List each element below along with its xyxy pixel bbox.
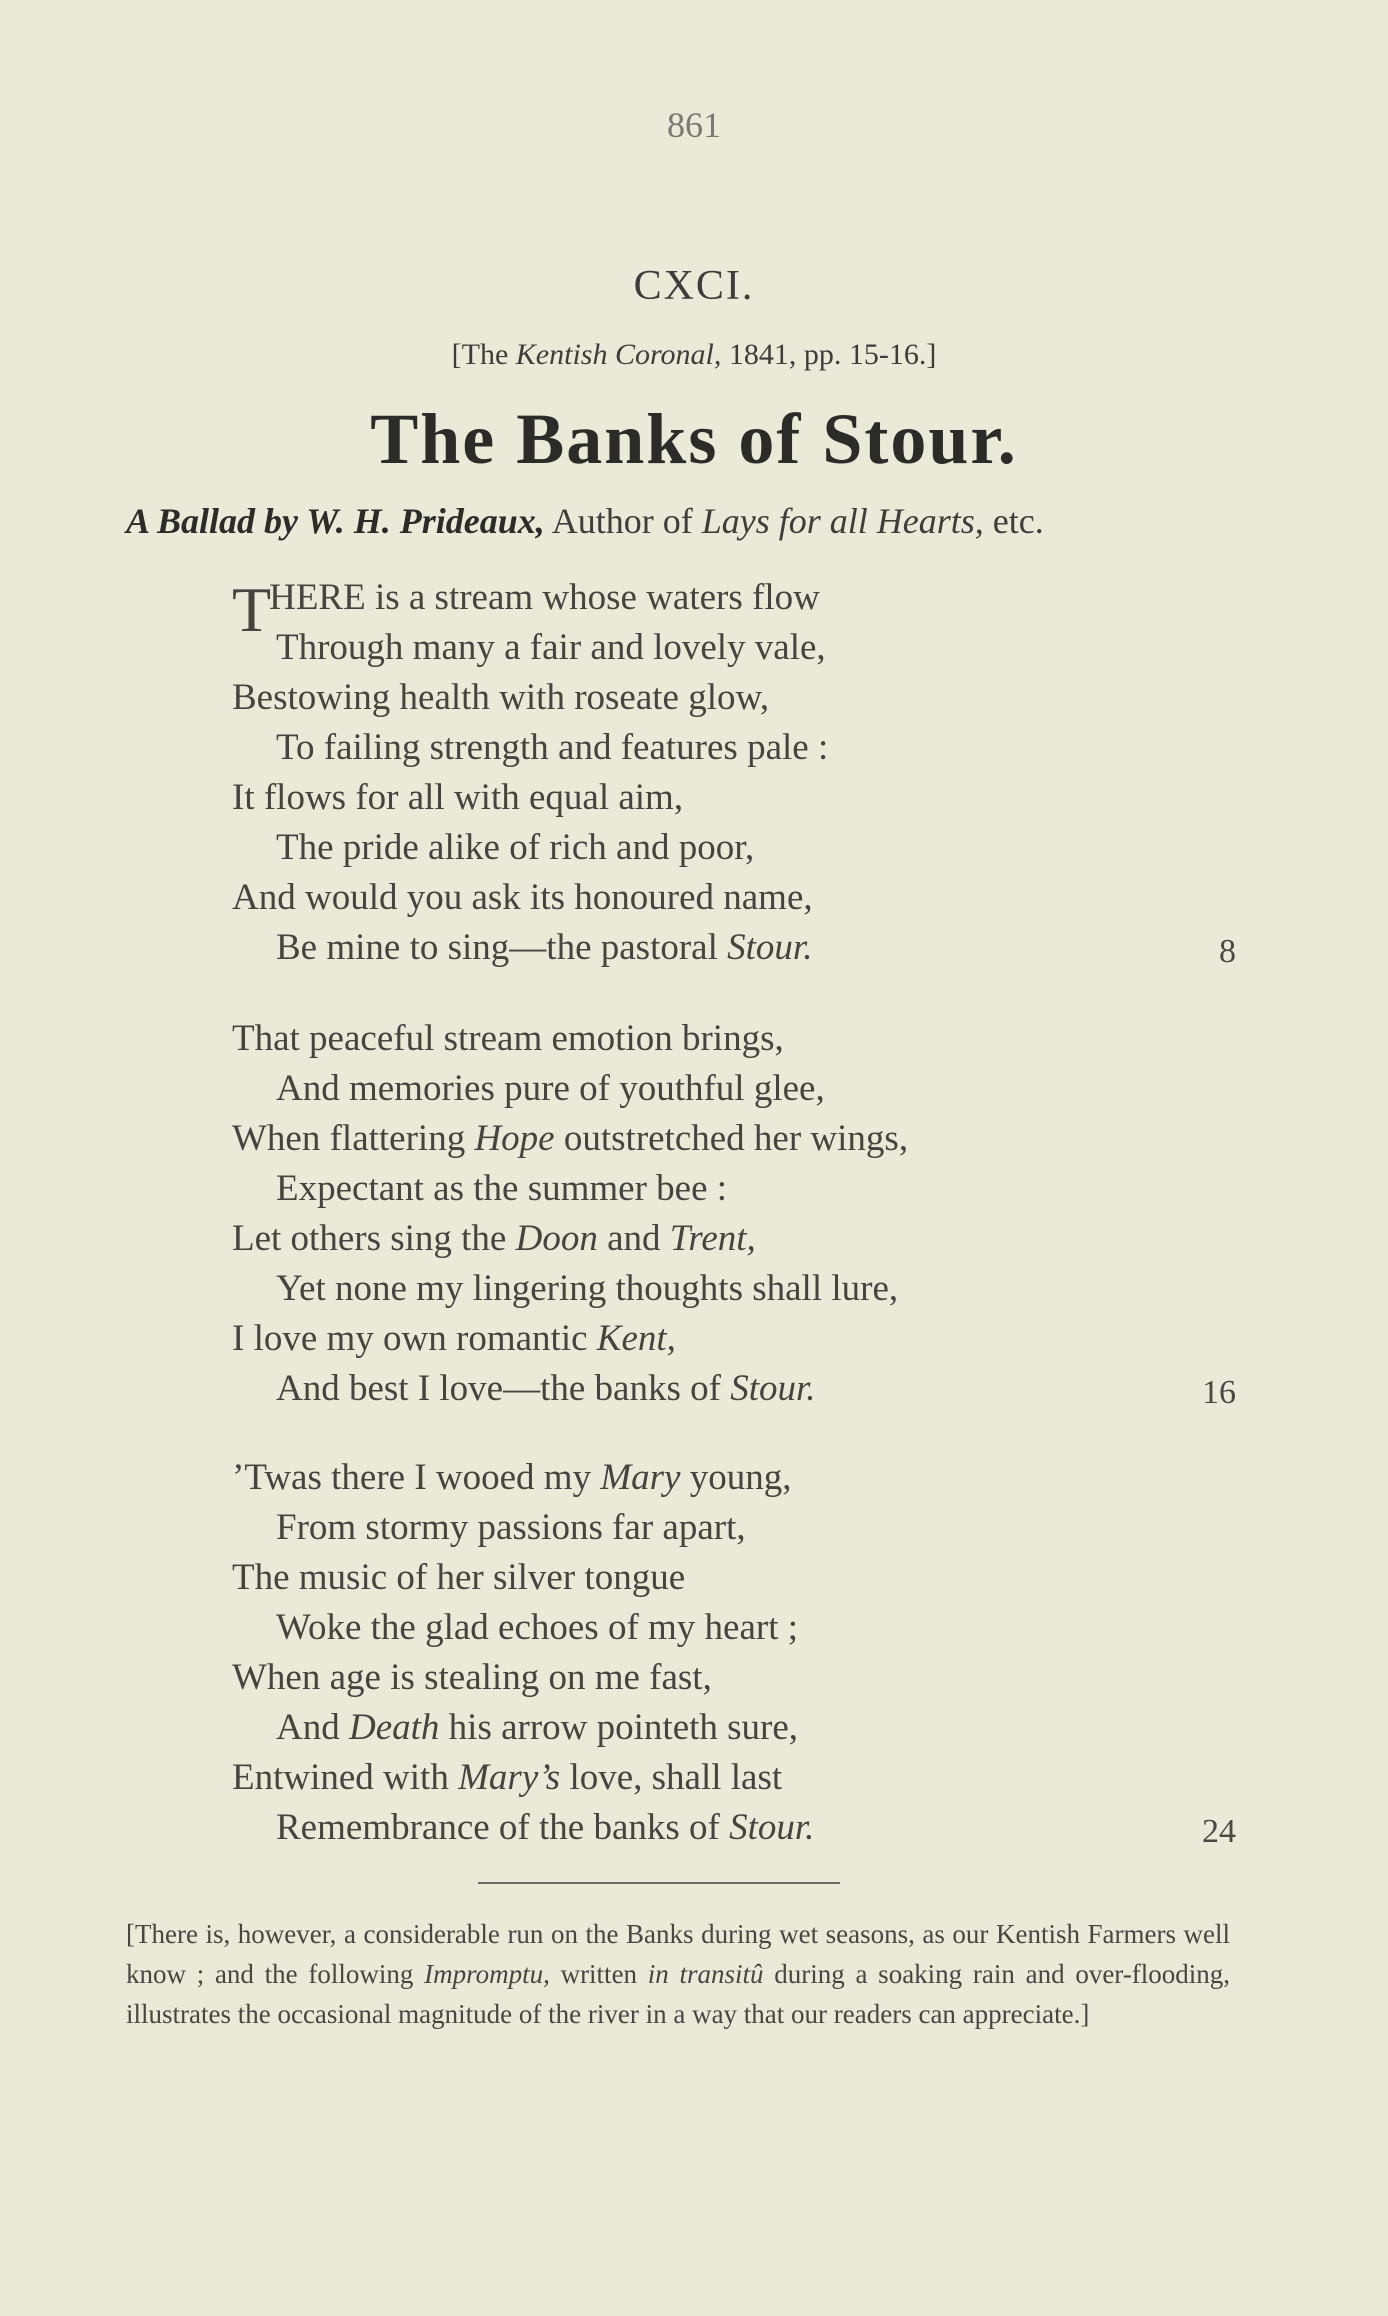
poem-line: Through many a fair and lovely vale, [276, 627, 826, 668]
poem-line: When age is stealing on me fast, [232, 1657, 712, 1698]
poem-line: Bestowing health with roseate glow, [232, 677, 770, 718]
poem-line: And would you ask its honoured name, [232, 877, 813, 918]
drop-cap: T [232, 574, 272, 645]
poem-line: Remembrance of the banks of Stour. 24 [232, 1803, 1236, 1853]
poem-line: Woke the glad echoes of my heart ; [276, 1607, 799, 1648]
poem-line: Expectant as the summer bee : [276, 1168, 728, 1209]
line-number: 24 [1202, 1813, 1236, 1850]
poem-line: And best I love—the banks of Stour. 16 [232, 1364, 1236, 1414]
poem-line: I love my own romantic Kent, [232, 1318, 676, 1359]
poem-line: THERE is a stream whose waters flow [232, 574, 820, 645]
page-number: 861 [667, 105, 721, 145]
ballad-author: A Ballad by W. H. Prideaux, [126, 501, 545, 541]
poem-line: It flows for all with equal aim, [232, 777, 684, 818]
poem-line: From stormy passions far apart, [276, 1507, 746, 1548]
poem-line: Be mine to sing—the pastoral Stour. 8 [232, 923, 1236, 973]
poem-line: That peaceful stream emotion brings, [232, 1018, 784, 1059]
stanza-2 [232, 1014, 1236, 1414]
poem-line: When flattering Hope outstretched her wings, [232, 1118, 909, 1159]
divider-rule [478, 1882, 840, 1884]
book-title: Lays for all Hearts, [701, 501, 984, 541]
section-number: CXCI. [633, 263, 755, 309]
poem-line: Let others sing the Doon and Trent, [232, 1218, 756, 1259]
poem-line: The music of her silver tongue [232, 1557, 686, 1598]
poem-line: Yet none my lingering thoughts shall lure, [276, 1268, 899, 1309]
poem-line: And memories pure of youthful glee, [276, 1068, 825, 1109]
editorial-note: [There is, however, a considerable run on the Banks during wet seasons, as our Kentish Farmers well know ; and the following Impromptu, written in transitû during a soaking rain and over-flooding, illustrates the occasional magnitude of the river in a way that our readers can appreciate.] [126, 1919, 1230, 2029]
stanza-1 [232, 573, 1236, 973]
poem-line: The pride alike of rich and poor, [276, 827, 755, 868]
stanza-3 [232, 1453, 1236, 1853]
line-number: 16 [1202, 1374, 1236, 1411]
poem-line: ’Twas there I wooed my Mary young, [232, 1457, 792, 1498]
source-citation: [The Kentish Coronal, 1841, pp. 15-16.] [451, 338, 937, 371]
poem-line: Entwined with Mary’s love, shall last [232, 1757, 783, 1798]
byline: A Ballad by W. H. Prideaux, Author of Lays for all Hearts, etc. [126, 501, 1044, 541]
poem-title: The Banks of Stour. [370, 399, 1018, 479]
poem-line: To failing strength and features pale : [276, 727, 829, 768]
line-number: 8 [1219, 933, 1236, 970]
poem-line: And Death his arrow pointeth sure, [276, 1707, 799, 1748]
